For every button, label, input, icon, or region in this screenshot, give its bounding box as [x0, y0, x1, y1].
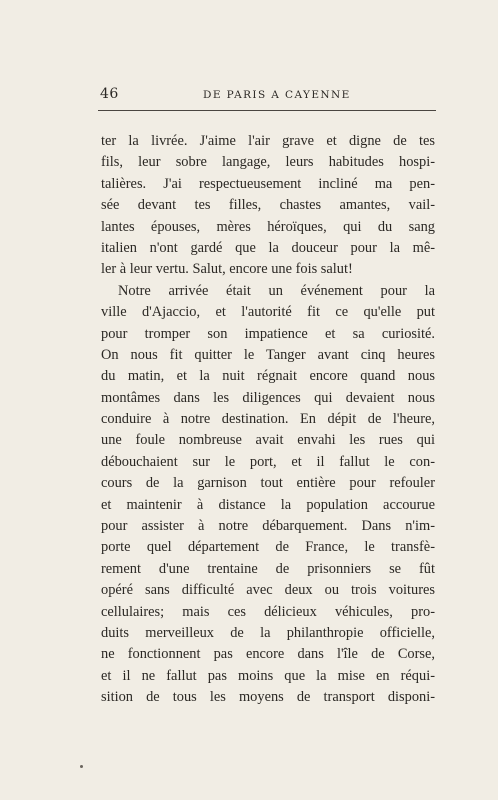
- text-line: rement d'une trentaine de prisonniers se fût: [101, 560, 435, 577]
- text-line: ler à leur vertu. Salut, encore une fois salut!: [101, 261, 353, 278]
- header-rule: [98, 110, 436, 111]
- text-line: pour tromper son impatience et sa curiosité.: [101, 325, 435, 342]
- text-line: cellulaires; mais ces délicieux véhicules, pro-: [101, 603, 435, 620]
- body-text: [101, 131, 435, 709]
- text-line: On nous fit quitter le Tanger avant cinq heures: [101, 346, 435, 363]
- text-line: conduire à notre destination. En dépit de l'heure,: [101, 411, 435, 428]
- page-header: [98, 84, 436, 108]
- text-line: une foule nombreuse avait envahi les rues qui: [101, 432, 435, 449]
- text-line: duits merveilleux de la philanthropie officielle,: [101, 624, 435, 641]
- text-line: porte quel département de France, le transfè-: [101, 539, 435, 556]
- text-line: cours de la garnison tout entière pour refouler: [101, 475, 435, 492]
- text-line: italien n'ont gardé que la douceur pour la mê-: [101, 239, 435, 256]
- text-line: sée devant tes filles, chastes amantes, vail-: [101, 197, 435, 214]
- text-line: pour assister à notre débarquement. Dans n'im-: [101, 518, 435, 535]
- text-line: sition de tous les moyens de transport disponi-: [101, 689, 435, 706]
- text-line: ville d'Ajaccio, et l'autorité fit ce qu'elle put: [101, 304, 435, 321]
- page-number: 46: [100, 86, 119, 102]
- text-line: fils, leur sobre langage, leurs habitudes hospi-: [101, 154, 435, 171]
- text-line: et il ne fallut pas moins que la mise en réqui-: [101, 667, 435, 684]
- text-line: du matin, et la nuit régnait encore quand nous: [101, 368, 435, 385]
- text-line: opéré sans difficulté avec deux ou trois voitures: [101, 582, 435, 599]
- text-line: ter la livrée. J'aime l'air grave et digne de tes: [101, 133, 435, 149]
- text-line: Notre arrivée était un événement pour la: [118, 282, 435, 299]
- text-line: lantes épouses, mères héroïques, qui du sang: [101, 218, 435, 235]
- text-line: débouchaient sur le port, et il fallut le con-: [101, 453, 435, 470]
- ink-speck: [80, 765, 83, 768]
- text-line: montâmes dans les diligences qui devaient nous: [101, 389, 435, 406]
- text-line: et maintenir à distance la population accourue: [101, 496, 435, 513]
- text-line: talières. J'ai respectueusement incliné ma pen-: [101, 175, 435, 192]
- text-line: ne fonctionnent pas encore dans l'île de Corse,: [101, 646, 435, 663]
- running-title: DE PARIS A CAYENNE: [203, 89, 351, 101]
